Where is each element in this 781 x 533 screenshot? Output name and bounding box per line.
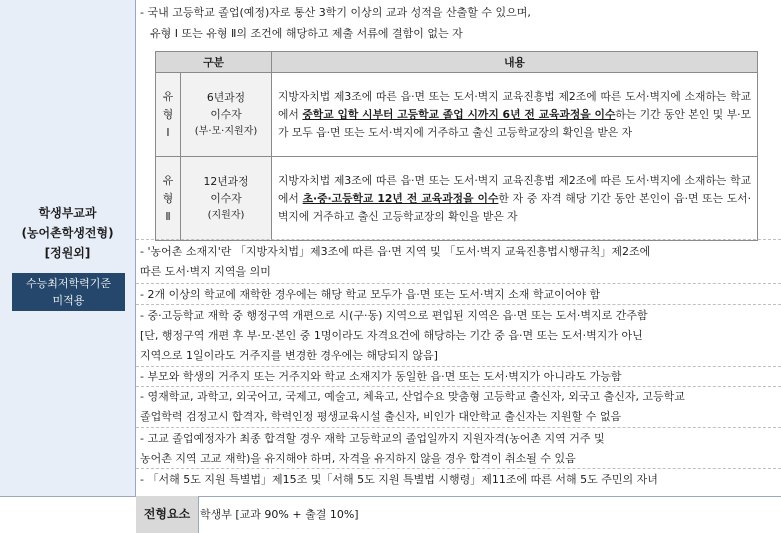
type-cell (156, 157, 181, 241)
selection-factor-label: 전형요소 (136, 496, 199, 533)
note-line: 졸업학력 검정고시 합격자, 학력인정 평생교육시설 출신자, 비인가 대안학교 출신자는 지원할 수 없음 (140, 410, 622, 423)
note-line: 지역으로 1일이라도 거주지를 변경한 경우에는 해당되지 않음] (140, 349, 438, 362)
header-content: 내용 (272, 52, 758, 73)
note-line: 농어촌 지역 고교 재학)을 유지해야 하며, 자격을 유지하지 않을 경우 합격이 취소될 수 있음 (140, 452, 576, 465)
type-char: 유 (162, 173, 174, 187)
left-label-column (0, 0, 136, 497)
note-line: - 2개 이상의 학교에 재학한 경우에는 해당 학교 모두가 읍·면 또는 도서·벽지 소재 학교이어야 함 (140, 288, 601, 301)
content-column (136, 0, 781, 496)
table-row (156, 73, 758, 157)
divider (136, 304, 781, 305)
intro-line-1: - 국내 고등학교 졸업(예정)자로 통산 3학기 이상의 교과 성적을 산출할 수 있으며, (140, 6, 531, 19)
desc-post: 한 자 중 자격 해당 기간 동안 본인이 읍·면 또는 도서·벽지에 거주하고 출신 고등학교장의 확인을 받은 자 (278, 191, 752, 223)
description-cell (272, 73, 758, 157)
title-line-2: (농어촌학생전형) (21, 226, 114, 240)
course-sub: (부·모·지원자) (194, 126, 258, 137)
divider (136, 366, 781, 367)
desc-pre: 지방자치법 제3조에 따른 읍·면 또는 도서·벽지 교육진흥법 제2조에 따른 도서·벽지에 소재하는 학교에서 (278, 89, 751, 121)
note-line: 따른 도서·벽지 지역을 의미 (140, 265, 271, 278)
course-name: 12년과정 (203, 175, 249, 188)
note-line: [단, 행정구역 개편 후 부·모·본인 중 1명이라도 자격요건에 해당하는 기간 중 읍·면 또는 도서·벽지가 아닌 (140, 329, 643, 342)
course-cell (181, 157, 272, 241)
note-line: - 부모와 학생의 거주지 또는 거주지와 학교 소재지가 동일한 읍·면 또는 도서·벽지가 아니라도 가능함 (140, 370, 622, 383)
type-char: 형 (162, 191, 174, 205)
note-line: - 중·고등학교 재학 중 행정구역 개편으로 시(구·동) 지역으로 편입된 지역은 읍·면 또는 도서·벽지로 간주함 (140, 309, 648, 322)
csat-badge (12, 273, 125, 311)
divider (136, 427, 781, 428)
course-sub: (지원자) (207, 210, 245, 221)
desc-bold: 초·중·고등학교 12년 전 교육과정을 이수 (302, 191, 499, 205)
desc-post: 하는 기간 동안 본인 및 부·모가 모두 읍·면 또는 도서·벽지에 거주하고 출신 고등학교장의 확인을 받은 자 (278, 107, 751, 139)
csat-line-2: 미적용 (52, 294, 85, 307)
csat-line-1: 수능최저학력기준 (25, 277, 111, 290)
course-cell (181, 73, 272, 157)
selection-factor-value: 학생부 [교과 90% + 출결 10%] (200, 508, 359, 521)
table-row (156, 157, 758, 241)
bottom-divider (0, 496, 781, 497)
type-char: 형 (162, 107, 174, 121)
note-line: - 고교 졸업예정자가 최종 합격할 경우 재학 고등학교의 졸업일까지 지원자격(농어촌 지역 거주 및 (140, 432, 605, 445)
intro-line-2: 유형 Ⅰ 또는 유형 Ⅱ의 조건에 해당하고 제출 서류에 결함이 없는 자 (150, 27, 463, 40)
course-name: 6년과정 (206, 91, 246, 104)
desc-bold: 중학교 입학 시부터 고등학교 졸업 시까지 6년 전 교육과정을 이수 (302, 107, 616, 121)
description-cell (272, 157, 758, 241)
course-name-2: 이수자 (210, 192, 242, 205)
header-type: 구분 (156, 52, 272, 73)
eligibility-table (155, 51, 758, 241)
type-char: Ⅱ (165, 209, 171, 223)
divider (136, 283, 781, 284)
table-header-row (156, 52, 758, 73)
note-line: - '농어촌 소재지'란 「지방자치법」제3조에 따른 읍·면 지역 및 「도서·벽지 교육진흥법시행규칙」제2조에 (140, 245, 651, 258)
admission-type-title (0, 203, 135, 263)
type-cell (156, 73, 181, 157)
type-char: Ⅰ (166, 125, 170, 139)
note-line: - 「서해 5도 지원 특별법」제15조 및「서해 5도 지원 특별법 시행령」제11조에 따른 서해 5도 주민의 자녀 (140, 473, 658, 486)
title-line-3: [정원외] (44, 246, 91, 260)
divider (136, 386, 781, 387)
note-line: - 영재학교, 과학고, 외국어고, 국제고, 예술고, 체육고, 산업수요 맞춤형 고등학교 출신자, 외국고 출신자, 고등학교 (140, 390, 685, 403)
course-name-2: 이수자 (210, 108, 242, 121)
desc-pre: 지방자치법 제3조에 따른 읍·면 또는 도서·벽지 교육진흥법 제2조에 따른 도서·벽지에 소재하는 학교에서 (278, 173, 751, 205)
divider (136, 468, 781, 469)
type-char: 유 (162, 89, 174, 103)
title-line-1: 학생부교과 (38, 206, 97, 220)
divider (136, 239, 781, 240)
